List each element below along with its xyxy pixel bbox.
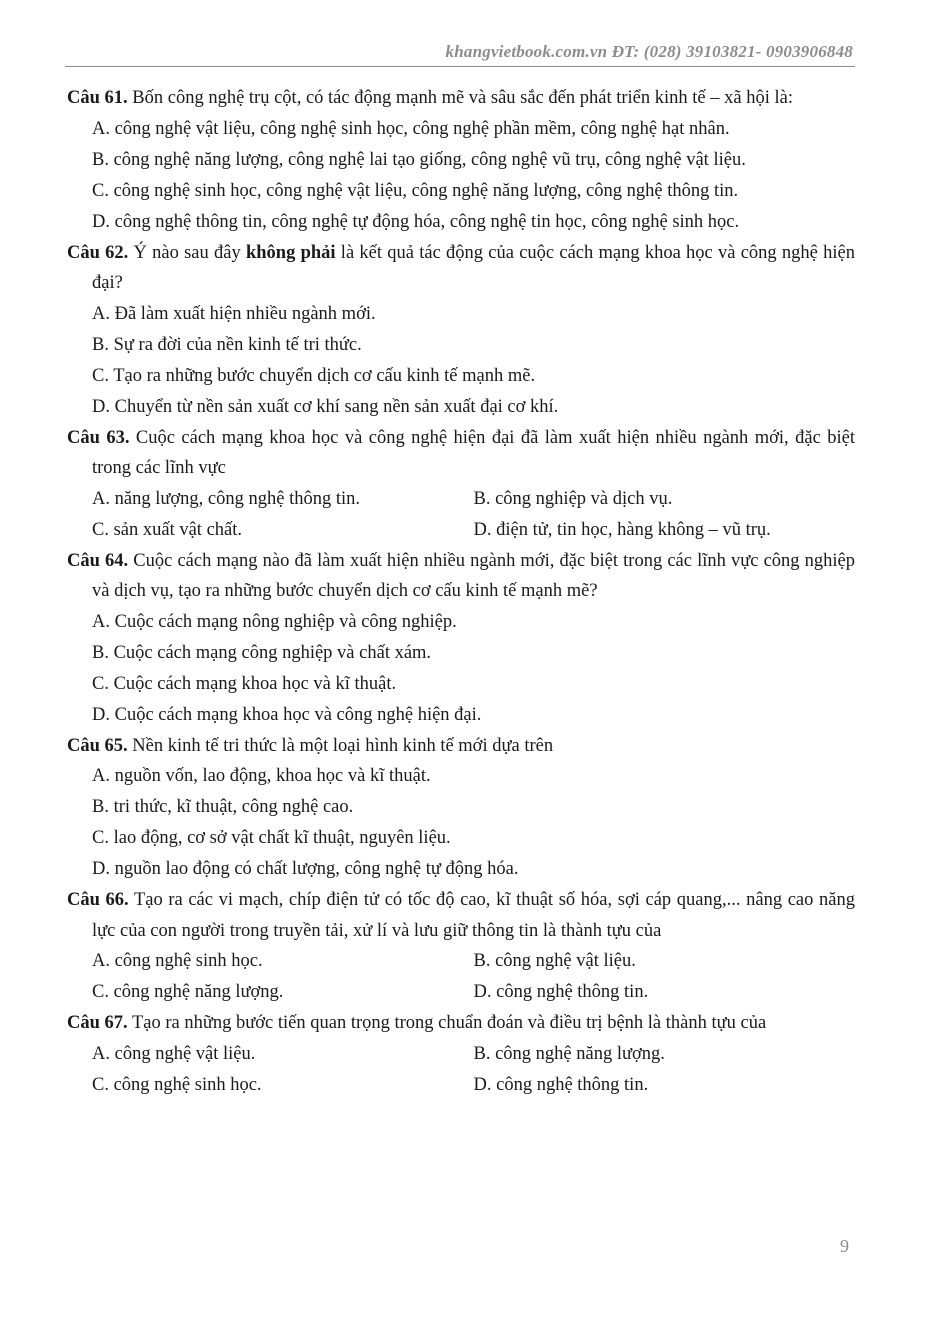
option-a: A. công nghệ vật liệu. xyxy=(92,1043,256,1064)
option-b: B. công nghiệp và dịch vụ. xyxy=(473,488,673,509)
option-d: D. Cuộc cách mạng khoa học và công nghệ hiện đại. xyxy=(92,704,482,725)
question-text: Tạo ra những bước tiến quan trọng trong chuẩn đoán và điều trị bệnh là thành tựu của xyxy=(127,1013,767,1033)
question-text: Tạo ra các vi mạch, chíp điện tử có tốc độ cao, kĩ thuật số hóa, sợi cáp quang,... nâng cao năng lực của con người trong truyền tải, xử lí và lưu giữ thông tin là thành tựu của xyxy=(92,890,855,941)
question-63 xyxy=(67,423,855,546)
option-row xyxy=(67,484,855,515)
header-text: khangvietbook.com.vn ĐT: (028) 39103821- 0903906848 xyxy=(445,42,853,61)
option-a: A. năng lượng, công nghệ thông tin. xyxy=(92,488,360,509)
option-row xyxy=(67,515,855,546)
question-number: Câu 62. xyxy=(67,242,129,263)
question-stem xyxy=(67,83,855,114)
question-64 xyxy=(67,546,855,731)
question-stem xyxy=(67,731,855,762)
option-a: A. Cuộc cách mạng nông nghiệp và công nghiệp. xyxy=(92,611,457,632)
option-a: A. công nghệ sinh học. xyxy=(92,951,263,971)
option-row xyxy=(67,977,855,1008)
option-c: C. Tạo ra những bước chuyển dịch cơ cấu kinh tế mạnh mẽ. xyxy=(92,365,536,386)
question-text: Bốn công nghệ trụ cột, có tác động mạnh mẽ và sâu sắc đến phát triển kinh tế – xã hội là: xyxy=(127,88,793,108)
question-text-pre: Ý nào sau đây xyxy=(128,242,246,263)
question-text: Cuộc cách mạng khoa học và công nghệ hiện đại đã làm xuất hiện nhiều ngành mới, đặc biệt trong các lĩnh vực xyxy=(92,427,855,478)
option-b: B. tri thức, kĩ thuật, công nghệ cao. xyxy=(92,797,354,817)
question-text: Nền kinh tế tri thức là một loại hình kinh tế mới dựa trên xyxy=(127,735,554,756)
option-d: D. công nghệ thông tin. xyxy=(473,982,649,1002)
question-stem xyxy=(67,885,855,946)
question-text-post: là kết quả tác động của cuộc cách mạng khoa học và công nghệ hiện đại? xyxy=(92,242,855,293)
option-c: C. lao động, cơ sở vật chất kĩ thuật, nguyên liệu. xyxy=(92,828,451,848)
option-c: C. công nghệ sinh học. xyxy=(92,1074,262,1095)
option-c: C. công nghệ sinh học, công nghệ vật liệu, công nghệ năng lượng, công nghệ thông tin. xyxy=(92,180,739,201)
option-b: B. Sự ra đời của nền kinh tế tri thức. xyxy=(92,334,362,355)
option-b: B. công nghệ vật liệu. xyxy=(473,951,636,971)
question-66 xyxy=(67,885,855,1008)
option-d: D. công nghệ thông tin, công nghệ tự động hóa, công nghệ tin học, công nghệ sinh học. xyxy=(92,211,740,232)
question-stem xyxy=(67,1008,855,1039)
option-c: C. công nghệ năng lượng. xyxy=(92,982,284,1002)
question-number: Câu 66. xyxy=(67,890,129,910)
option-d: D. công nghệ thông tin. xyxy=(473,1074,649,1095)
option-c: C. Cuộc cách mạng khoa học và kĩ thuật. xyxy=(92,673,397,694)
option-d: D. điện tử, tin học, hàng không – vũ trụ. xyxy=(473,519,771,540)
option-row xyxy=(67,1070,855,1101)
question-61 xyxy=(67,83,855,238)
question-67 xyxy=(67,1008,855,1101)
question-number: Câu 61. xyxy=(67,88,128,108)
question-text-emphasis: không phải xyxy=(245,242,336,263)
question-stem xyxy=(67,423,855,484)
page-header xyxy=(65,40,855,67)
option-d: D. nguồn lao động có chất lượng, công nghệ tự động hóa. xyxy=(92,859,519,879)
question-stem xyxy=(67,238,855,299)
question-text: Cuộc cách mạng nào đã làm xuất hiện nhiều ngành mới, đặc biệt trong các lĩnh vực công nghiệp và dịch vụ, tạo ra những bước chuyển dịch cơ cấu kinh tế mạnh mẽ? xyxy=(92,550,856,601)
option-b: B. công nghệ năng lượng, công nghệ lai tạo giống, công nghệ vũ trụ, công nghệ vật liệu. xyxy=(92,149,746,170)
question-number: Câu 67. xyxy=(67,1013,128,1033)
page-number: 9 xyxy=(840,1236,849,1256)
option-b: B. công nghệ năng lượng. xyxy=(473,1043,665,1064)
question-number: Câu 64. xyxy=(67,550,129,571)
option-row xyxy=(67,1039,855,1070)
question-stem xyxy=(67,546,855,607)
option-a: A. Đã làm xuất hiện nhiều ngành mới. xyxy=(92,303,376,324)
option-row xyxy=(67,946,855,977)
option-c: C. sản xuất vật chất. xyxy=(92,519,243,540)
question-65 xyxy=(67,731,855,886)
question-list xyxy=(67,83,855,1101)
question-number: Câu 63. xyxy=(67,427,130,448)
option-d: D. Chuyển từ nền sản xuất cơ khí sang nền sản xuất đại cơ khí. xyxy=(92,396,559,417)
option-a: A. nguồn vốn, lao động, khoa học và kĩ thuật. xyxy=(92,766,431,786)
question-62 xyxy=(67,238,855,423)
option-a: A. công nghệ vật liệu, công nghệ sinh học, công nghệ phần mềm, công nghệ hạt nhân. xyxy=(92,118,730,139)
option-b: B. Cuộc cách mạng công nghiệp và chất xám. xyxy=(92,642,432,663)
question-number: Câu 65. xyxy=(67,735,128,756)
